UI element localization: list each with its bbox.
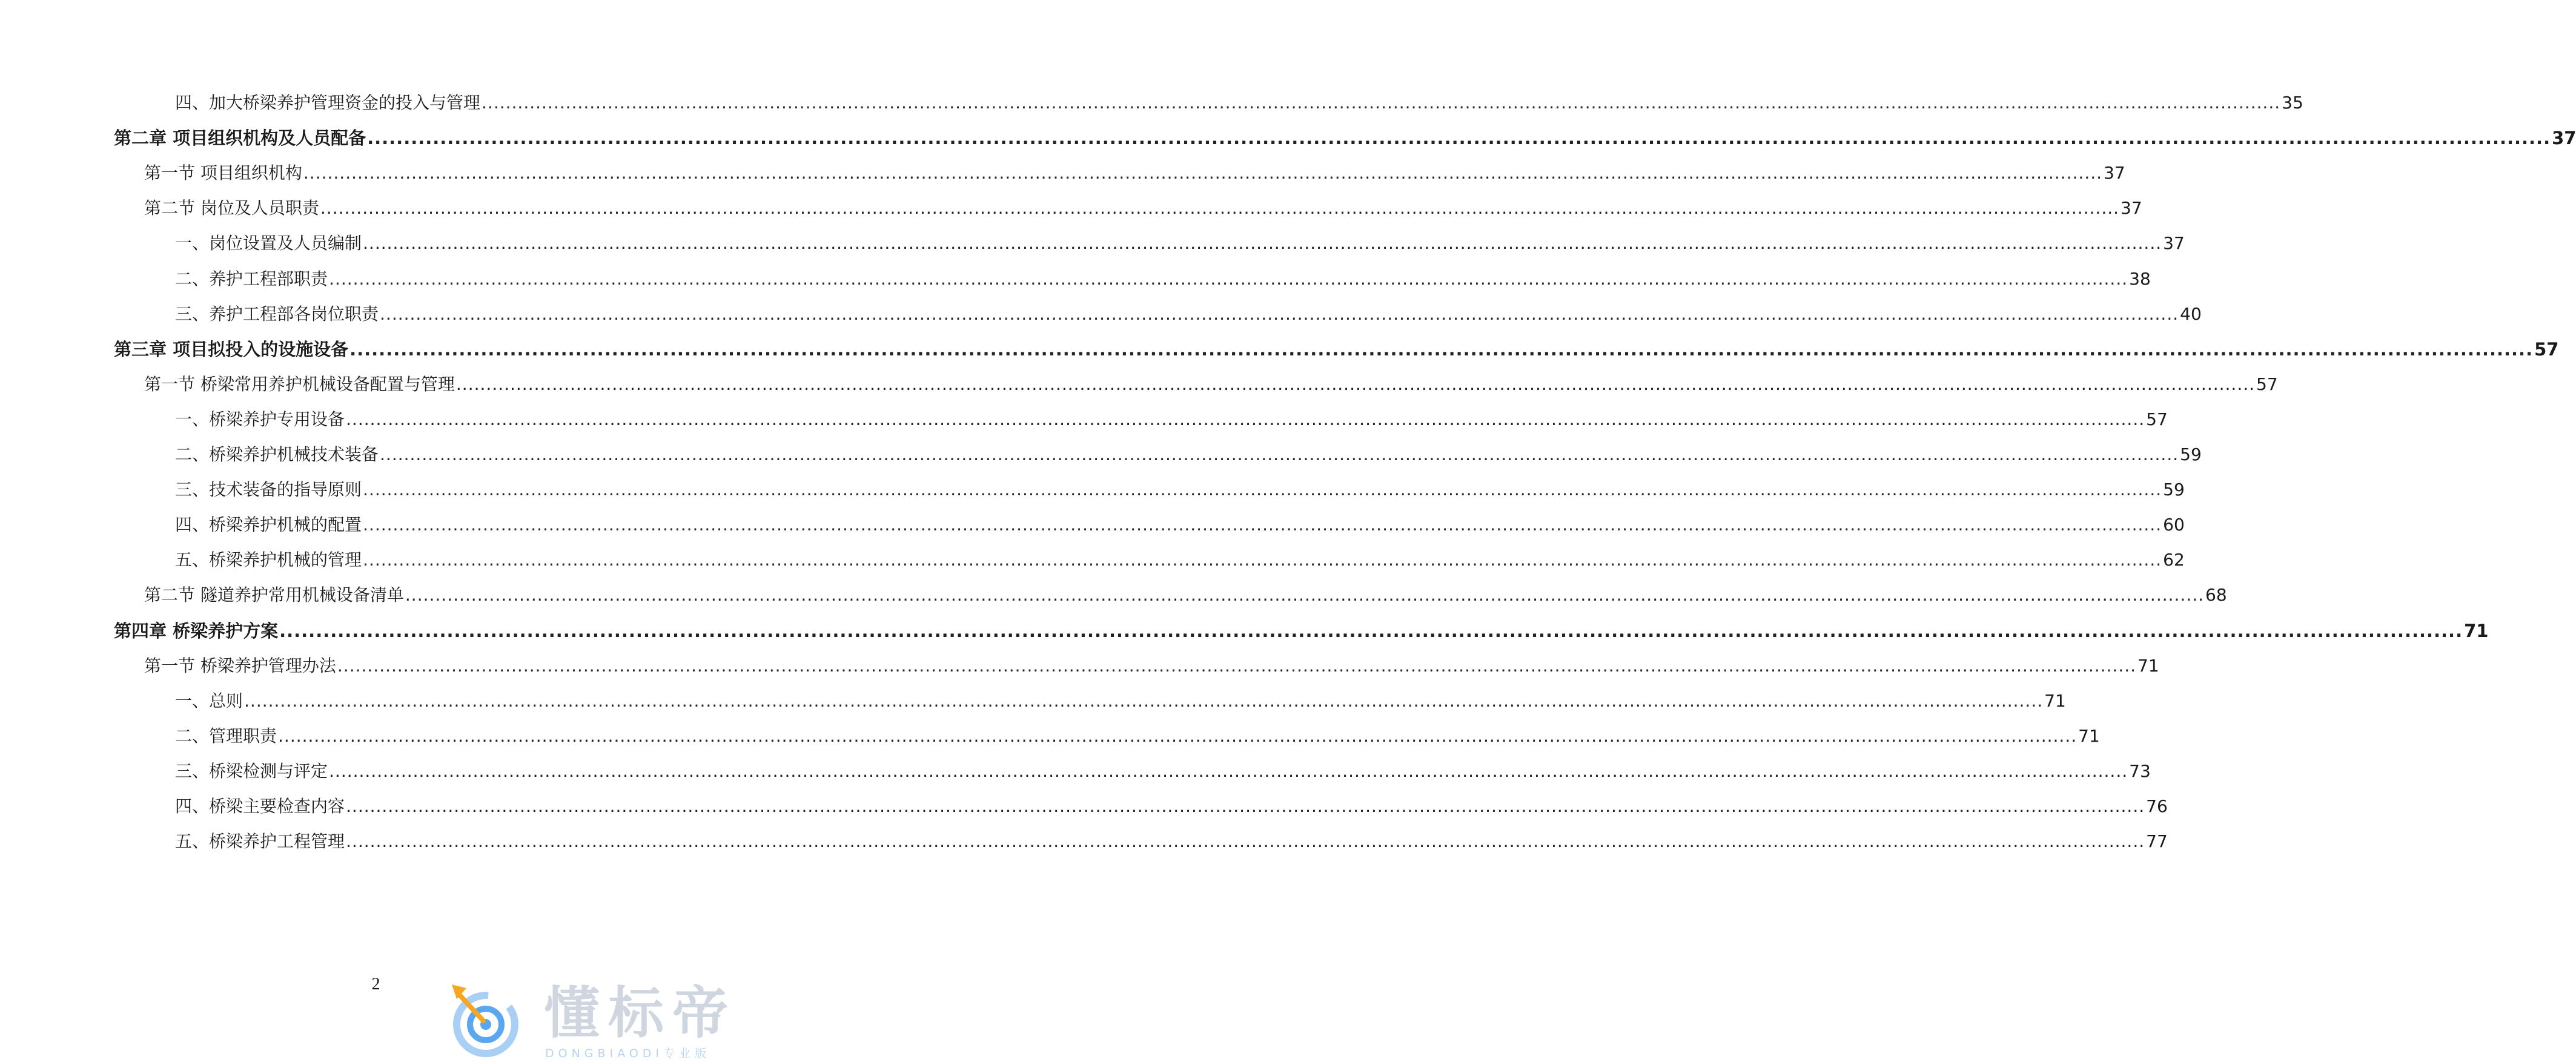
toc-entry-title: 三、桥梁检测与评定 [175,760,328,781]
toc-entry-page: 73 [2129,760,2151,781]
toc-entry-page: 57 [2534,338,2559,360]
toc-entry-page: 77 [2146,831,2168,852]
toc-leader-dots: ............................................................................................................................................................................................................................................................................................................ [380,303,2179,324]
toc-entry[interactable] [144,372,2278,397]
toc-entry-title: 第二节 隧道养护常用机械设备清单 [144,585,404,605]
toc-entry[interactable] [175,759,2151,783]
watermark-subtitle: DONGBIAODI专业版 [545,1047,711,1060]
toc-entry-title: 第四章 桥梁养护方案 [114,620,279,641]
toc-entry[interactable] [144,196,2142,220]
toc-entry-page: 71 [2078,725,2100,746]
toc-entry[interactable] [175,407,2168,432]
watermark-name: 懂标帝 [544,981,737,1046]
toc-entry[interactable] [175,231,2185,256]
toc-leader-dots: ............................................................................................................................................................................................................................................................................................................ [329,760,2128,781]
toc-chapter-entry[interactable] [114,619,2489,643]
toc-leader-dots: ............................................................................................................................................................................................................................................................................................................ [337,655,2137,676]
toc-entry[interactable] [175,829,2168,854]
toc-entry-title: 二、养护工程部职责 [175,268,328,289]
toc-leader-dots: ............................................................................................................................................................................................................................................................................................................ [363,515,2162,535]
toc-entry-page: 38 [2129,268,2151,289]
toc-entry-page: 71 [2464,620,2489,641]
toc-entry-page: 37 [2104,163,2125,183]
toc-entry-title: 三、技术装备的指导原则 [175,480,362,500]
toc-entry-page: 37 [2163,233,2185,254]
page-number: 2 [371,975,380,994]
toc-entry-page: 37 [2121,198,2142,219]
toc-entry[interactable] [144,654,2159,678]
toc-entry-page: 62 [2163,550,2185,570]
toc-entry[interactable] [144,161,2125,185]
toc-entry-title: 第一节 桥梁常用养护机械设备配置与管理 [144,374,455,394]
toc-leader-dots: ............................................................................................................................................................................................................................................................................................................ [482,93,2281,113]
toc-entry-page: 37 [2552,128,2576,149]
toc-entry[interactable] [175,91,2303,115]
toc-leader-dots: ............................................................................................................................................................................................................................................................................................................ [363,480,2162,500]
toc-entry[interactable] [144,583,2227,607]
toc-entry-title: 第一节 桥梁养护管理办法 [144,655,336,676]
toc-entry-page: 71 [2044,690,2066,711]
toc-leader-dots: ............................................................................................................................................................................................................................................................................................................ [279,620,2463,641]
toc-entry-title: 一、总则 [175,690,243,711]
toc-entry-title: 第二章 项目组织机构及人员配备 [114,128,366,149]
toc-entry-title: 第一节 项目组织机构 [144,163,302,183]
toc-entry-title: 第三章 项目拟投入的设施设备 [114,338,349,360]
toc-entry[interactable] [175,478,2185,502]
toc-entry-page: 57 [2256,374,2278,394]
toc-entry-title: 五、桥梁养护工程管理 [175,831,345,852]
toc-leader-dots: ............................................................................................................................................................................................................................................................................................................ [303,163,2103,183]
toc-entry-page: 60 [2163,515,2185,535]
toc-entry-page: 59 [2180,444,2202,464]
toc-entry-page: 76 [2146,796,2168,816]
toc-entry-title: 第二节 岗位及人员职责 [144,198,319,219]
toc-entry-title: 一、岗位设置及人员编制 [175,233,362,254]
toc-leader-dots: ............................................................................................................................................................................................................................................................................................................ [346,409,2145,429]
toc-leader-dots: ............................................................................................................................................................................................................................................................................................................ [320,198,2120,219]
toc-entry[interactable] [175,794,2168,819]
toc-leader-dots: ............................................................................................................................................................................................................................................................................................................ [363,233,2162,254]
toc-leader-dots: ............................................................................................................................................................................................................................................................................................................ [278,725,2078,746]
toc-entry-title: 五、桥梁养护机械的管理 [175,550,362,570]
toc-leader-dots: ............................................................................................................................................................................................................................................................................................................ [346,796,2145,816]
toc-entry-page: 71 [2137,655,2159,676]
toc-entry-page: 57 [2146,409,2168,429]
toc-leader-dots: ............................................................................................................................................................................................................................................................................................................ [405,585,2205,605]
toc-leader-dots: ............................................................................................................................................................................................................................................................................................................ [380,444,2179,464]
toc-entry-title: 二、桥梁养护机械技术装备 [175,444,379,464]
toc-chapter-entry[interactable] [114,126,2576,150]
toc-entry[interactable] [175,267,2151,291]
target-arrow-icon [448,981,527,1060]
toc-leader-dots: ............................................................................................................................................................................................................................................................................................................ [367,128,2551,149]
toc-leader-dots: ............................................................................................................................................................................................................................................................................................................ [244,690,2044,711]
toc-entry-title: 四、加大桥梁养护管理资金的投入与管理 [175,93,481,113]
toc-entry[interactable] [175,443,2202,467]
toc-leader-dots: ............................................................................................................................................................................................................................................................................................................ [329,268,2128,289]
toc-leader-dots: ............................................................................................................................................................................................................................................................................................................ [455,374,2256,394]
toc-entry[interactable] [175,724,2100,748]
toc-entry-title: 二、管理职责 [175,725,277,746]
toc-entry[interactable] [175,548,2185,572]
toc-entry-page: 40 [2180,303,2202,324]
watermark-logo [448,981,751,1062]
toc-entry-page: 35 [2282,93,2303,113]
toc-entry-title: 三、养护工程部各岗位职责 [175,303,379,324]
toc-entry[interactable] [175,513,2185,537]
toc-chapter-entry[interactable] [114,337,2559,361]
toc-leader-dots: ............................................................................................................................................................................................................................................................................................................ [346,831,2145,852]
toc-leader-dots: ............................................................................................................................................................................................................................................................................................................ [363,550,2162,570]
toc-entry-title: 四、桥梁主要检查内容 [175,796,345,816]
toc-entry-title: 一、桥梁养护专用设备 [175,409,345,429]
toc-entry-page: 59 [2163,480,2185,500]
toc-entry[interactable] [175,689,2066,713]
toc-entry-page: 68 [2205,585,2227,605]
toc-entry[interactable] [175,302,2202,326]
toc-leader-dots: ............................................................................................................................................................................................................................................................................................................ [349,338,2534,360]
toc-entry-title: 四、桥梁养护机械的配置 [175,515,362,535]
